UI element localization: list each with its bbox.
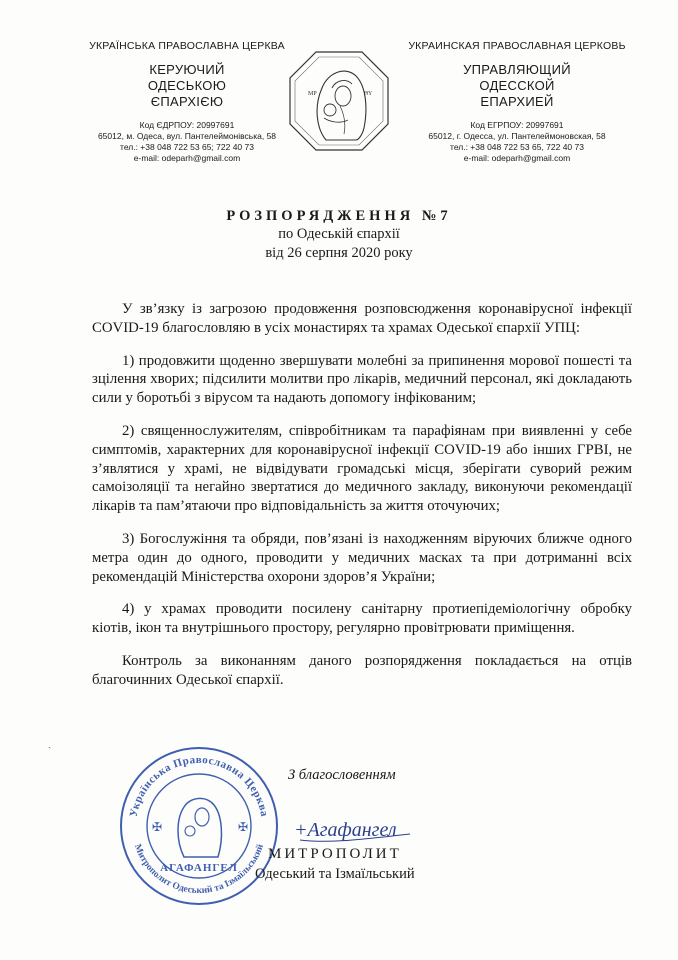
item-paragraph: 2) священнослужителям, співробітникам та парафіянам при виявленні у себе симптомів, характерних для коронавірусної інфекції COVID-19 або інших ГРВІ, не з’являтися у храмі, не відвідувати громадські місця, зберігати суворий режим самоізоляції та негайно звертатися до медичного закладу, виконуючи рекомендації лікарів та пам’ятаючи про відповідальність за життя оточуючих; [92, 422, 632, 515]
document-body [92, 300, 632, 704]
svg-text:Українська Православна Церква: Українська Православна Церква [127, 753, 271, 818]
address-ru: 65012, г. Одесса, ул. Пантелеймоновская, 58 [428, 131, 606, 141]
header-right [392, 40, 642, 164]
svg-text:+Агафангел: +Агафангел [294, 819, 397, 841]
svg-text:АГАФАНГЕЛ: АГАФАНГЕЛ [160, 862, 238, 874]
item-paragraph: 3) Богослужіння та обряди, пов’язані із находженням віруючих ближче одного метра один до одного, проводити у медичних масках та при дотриманні всіх рекомендацій Міністерства охорони здоров’я України; [92, 530, 632, 585]
document-title: РОЗПОРЯДЖЕННЯ №7 [226, 208, 452, 224]
document-subtitle: по Одеській єпархії [278, 226, 400, 242]
handwritten-signature [292, 808, 422, 848]
signatory-subtitle: Одеський та Ізмаїльський [255, 866, 415, 882]
office-title-ru: УПРАВЛЯЮЩИЙ ОДЕССКОЙ ЕПАРХИЕЙ [463, 62, 571, 109]
email-ru: e-mail: odeparh@gmail.com [463, 153, 571, 163]
theotokos-icon [286, 48, 392, 154]
registry-code-ua: Код ЄДРПОУ: 20997691 [139, 120, 235, 130]
church-name-ru: УКРАИНСКАЯ ПРАВОСЛАВНАЯ ЦЕРКОВЬ [408, 40, 626, 52]
svg-text:✠: ✠ [152, 820, 163, 834]
office-title-ua: КЕРУЮЧИЙ ОДЕСЬКОЮ ЄПАРХІЄЮ [147, 62, 227, 109]
intro-paragraph: У зв’язку із загрозою продовження розповсюдження коронавірусної інфекції COVID-19 благословляю в усіх монастирях та храмах Одеської єпархії УПЦ: [92, 301, 632, 336]
blessing-line: З благословенням [288, 767, 396, 783]
registry-code-ru: Код ЕГРПОУ: 20997691 [470, 120, 564, 130]
svg-text:МР: МР [308, 91, 317, 97]
phone-ua: тел.: +38 048 722 53 65; 722 40 73 [120, 142, 254, 152]
document-heading [0, 208, 678, 263]
church-name-ua: УКРАЇНСЬКА ПРАВОСЛАВНА ЦЕРКВА [89, 40, 285, 52]
svg-text:ΘΥ: ΘΥ [364, 91, 373, 97]
svg-text:✠: ✠ [238, 820, 249, 834]
svg-text:Митрополит Одеський та Ізмаїль: Митрополит Одеський та Ізмаїльський [131, 842, 267, 897]
closing-paragraph: Контроль за виконанням даного розпорядження покладається на отців благочинних Одеської єпархії. [92, 652, 632, 688]
signatory-title: МИТРОПОЛИТ [268, 846, 402, 862]
item-paragraph: 1) продовжити щоденно звершувати молебні за припинення морової пошесті та зцілення хворих; підсилити молитви про лікарів, медичний персонал, які докладають сили у боротьбі з вірусом та надають допомогу інфікованим; [92, 352, 632, 407]
margin-mark: ˏ [48, 738, 52, 749]
item-paragraph: 4) у храмах проводити посилену санітарну протиепідеміологічну обробку кіотів, ікон та внутрішнього простору, регулярно провітрювати приміщення. [92, 601, 632, 637]
header-left [62, 40, 312, 164]
email-ua: e-mail: odeparh@gmail.com [133, 153, 241, 163]
phone-ru: тел.: +38 048 722 53 65, 722 40 73 [450, 142, 584, 152]
document-date: від 26 серпня 2020 року [265, 245, 413, 261]
address-ua: 65012, м. Одеса, вул. Пантелеймонівська, 58 [97, 131, 277, 141]
